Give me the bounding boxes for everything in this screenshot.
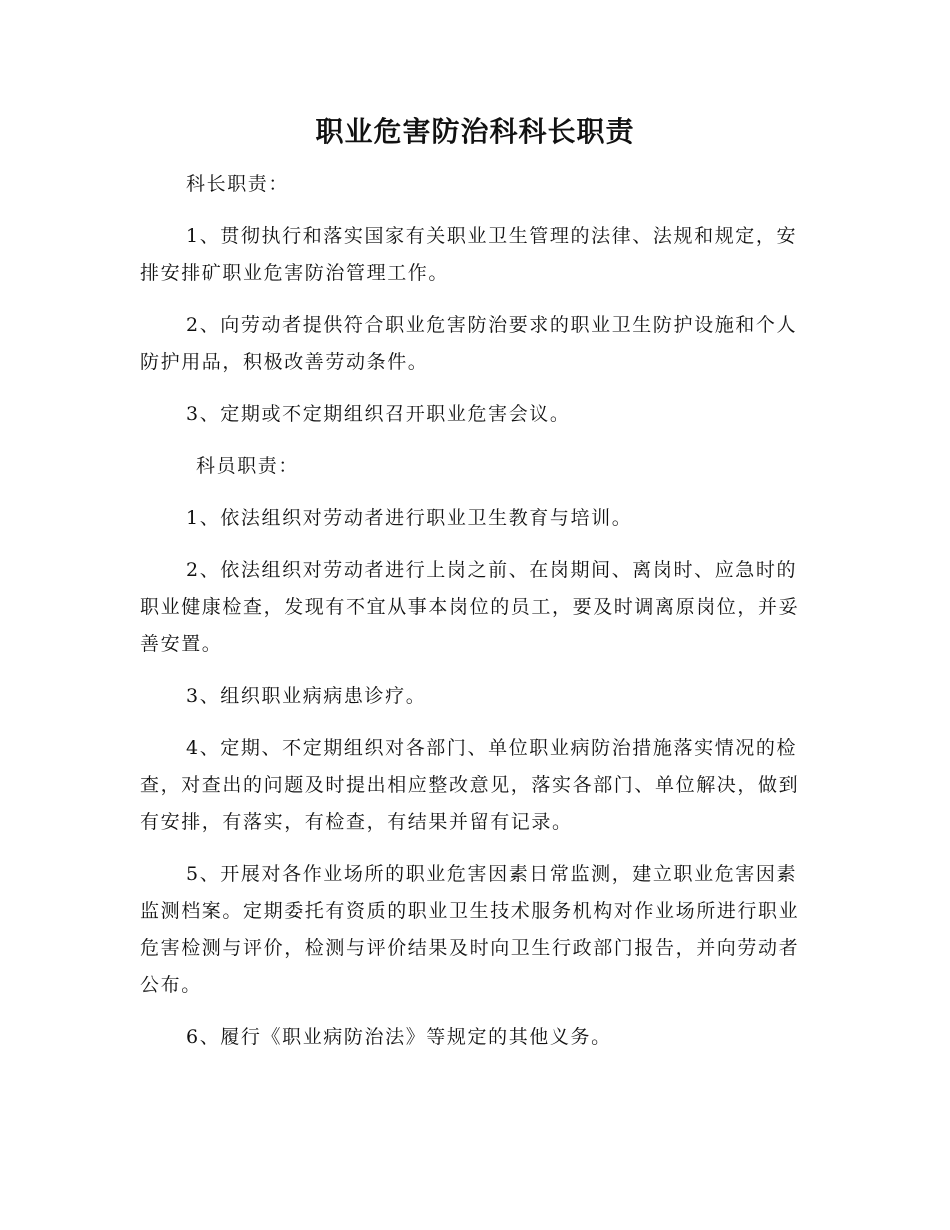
chief-duty-2: 2、向劳动者提供符合职业危害防治要求的职业卫生防护设施和个人防护用品，积极改善劳动条件。 [140, 314, 798, 373]
document-body [140, 166, 810, 1071]
staff-duty-6: 6、履行《职业病防治法》等规定的其他义务。 [186, 1026, 612, 1048]
staff-duty-5: 5、开展对各作业场所的职业危害因素日常监测，建立职业危害因素监测档案。定期委托有资质的职业卫生技术服务机构对作业场所进行职业危害检测与评价，检测与评价结果及时向卫生行政部门报告，并向劳动者公布。 [140, 863, 800, 996]
document-title: 职业危害防治科科长职责 [315, 115, 635, 148]
staff-duty-1: 1、依法组织对劳动者进行职业卫生教育与培训。 [186, 507, 633, 529]
staff-duty-4: 4、定期、不定期组织对各部门、单位职业病防治措施落实情况的检查，对查出的问题及时提出相应整改意见，落实各部门、单位解决，做到有安排，有落实，有检查，有结果并留有记录。 [140, 737, 800, 833]
section-heading-section-chief: 科长职责： [186, 173, 290, 195]
staff-duty-2: 2、依法组织对劳动者进行上岗之前、在岗期间、离岗时、应急时的职业健康检查，发现有不宜从事本岗位的员工，要及时调离原岗位，并妥善安置。 [140, 559, 800, 655]
section-heading-staff: 科员职责： [196, 455, 300, 477]
staff-duty-3: 3、组织职业病病患诊疗。 [186, 685, 427, 707]
chief-duty-3: 3、定期或不定期组织召开职业危害会议。 [186, 403, 571, 425]
chief-duty-1: 1、贯彻执行和落实国家有关职业卫生管理的法律、法规和规定，安排安排矿职业危害防治管理工作。 [140, 225, 798, 284]
